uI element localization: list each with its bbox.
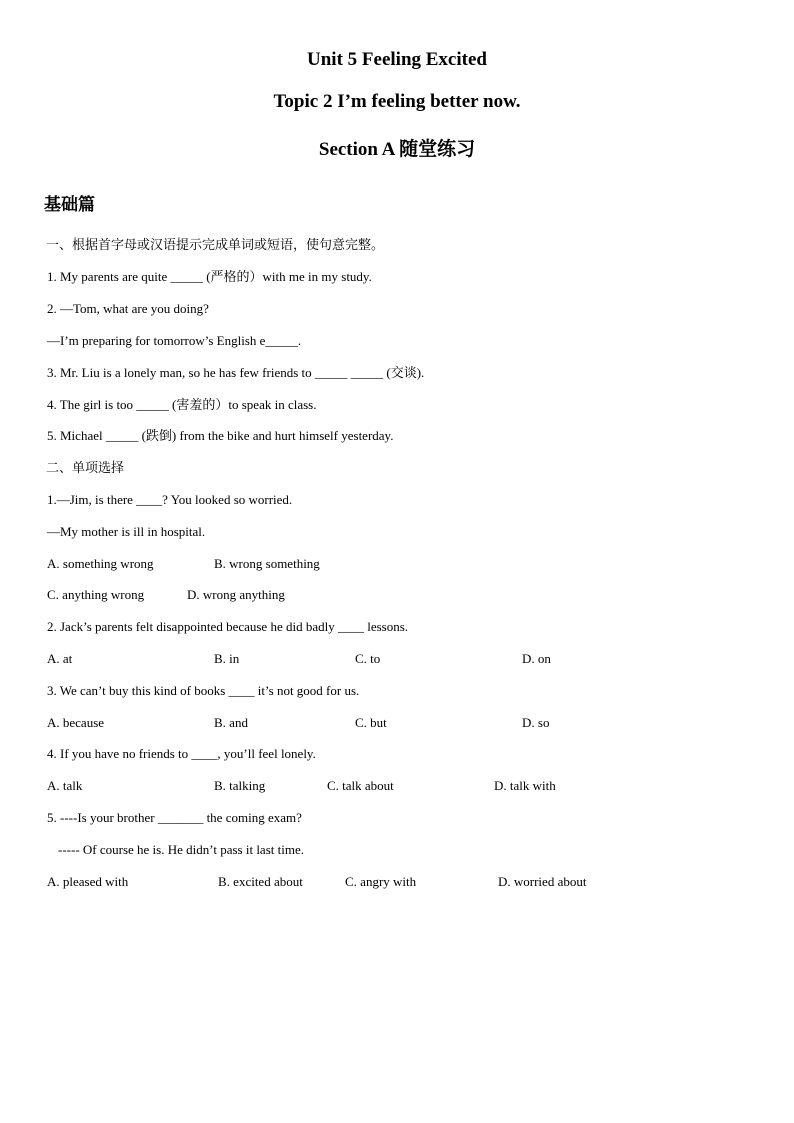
part2-heading: 二、单项选择 [46,460,125,475]
part2-q4: 4. If you have no friends to ____, you’ll feel lonely. [47,746,316,761]
part2-q5: 5. ----Is your brother _______ the coming exam? [47,810,302,825]
q4-option-d: D. talk with [494,778,556,793]
q4-option-a: A. talk [47,778,83,793]
q5-option-d: D. worried about [498,874,587,889]
q1-option-b: B. wrong something [214,556,320,571]
q1-option-d: D. wrong anything [187,587,285,602]
q2-option-a: A. at [47,651,73,666]
q3-option-a: A. because [47,715,105,730]
topic-title: Topic 2 I’m feeling better now. [273,91,521,112]
q1-option-c: C. anything wrong [47,587,145,602]
part1-q1: 1. My parents are quite _____ (严格的）with me in my study. [47,269,372,284]
q2-option-c: C. to [355,651,381,666]
section-title: Section A 随堂练习 [318,139,476,160]
unit-title: Unit 5 Feeling Excited [307,49,487,70]
q3-option-d: D. so [522,715,550,730]
part2-q1: 1.—Jim, is there ____? You looked so worried. [47,492,293,507]
part2-q3: 3. We can’t buy this kind of books ____ it’s not good for us. [47,683,360,698]
q4-option-c: C. talk about [327,778,394,793]
part2-q5-reply: ----- Of course he is. He didn’t pass it last time. [58,842,304,857]
part1-heading: 一、根据首字母或汉语提示完成单词或短语，使句意完整。 [46,237,385,252]
q4-option-b: B. talking [214,778,266,793]
part1-q2-answer: —I’m preparing for tomorrow’s English e_____. [47,333,302,348]
part2-q1-reply: —My mother is ill in hospital. [47,524,206,539]
q2-option-b: B. in [214,651,240,666]
part1-q5: 5. Michael _____ (跌倒) from the bike and hurt himself yesterday. [47,428,394,443]
part1-q2: 2. —Tom, what are you doing? [47,301,209,316]
q2-option-d: D. on [522,651,551,666]
part2-q2: 2. Jack’s parents felt disappointed because he did badly ____ lessons. [47,619,409,634]
section-heading: 基础篇 [44,195,95,214]
q5-option-c: C. angry with [345,874,417,889]
q5-option-a: A. pleased with [47,874,129,889]
q3-option-b: B. and [214,715,248,730]
q1-option-a: A. something wrong [47,556,154,571]
q5-option-b: B. excited about [218,874,303,889]
part1-q3: 3. Mr. Liu is a lonely man, so he has few friends to _____ _____ (交谈). [47,365,425,380]
part1-q4: 4. The girl is too _____ (害羞的）to speak in class. [47,397,317,412]
q3-option-c: C. but [355,715,387,730]
